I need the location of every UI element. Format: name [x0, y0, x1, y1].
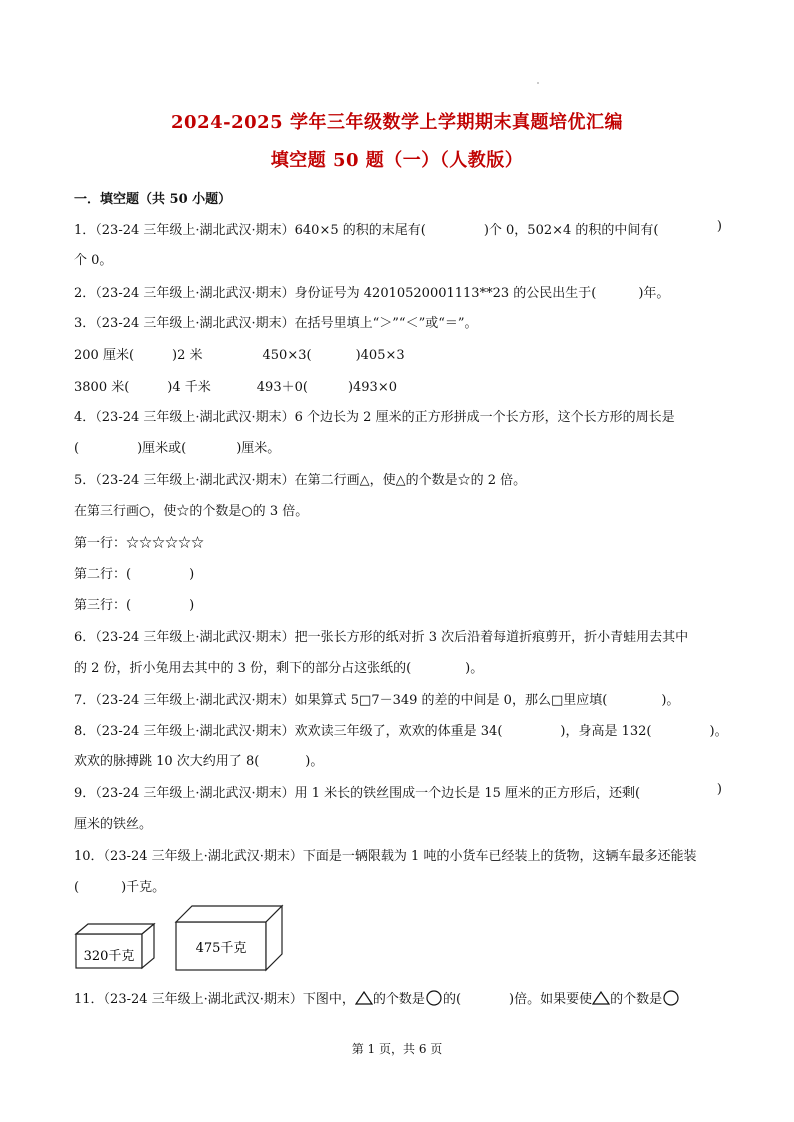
q1-text-b: )个 0，502×4 的积的中间有(: [483, 223, 659, 238]
q3-r2-a: 3800 米(: [74, 380, 130, 395]
q11-a: 11．（23-24 三年级上·湖北武汉·期末）下图中，: [74, 992, 355, 1007]
q11-c: 的(: [442, 992, 462, 1007]
q8-b: )，身高是 132(: [560, 724, 652, 739]
q5-row2-a: 第二行：(: [74, 567, 132, 582]
circle-icon: [662, 990, 680, 1006]
question-7: [74, 689, 679, 708]
question-2: [74, 282, 669, 301]
speck: [537, 82, 539, 84]
doc-title: 2024-2025 学年三年级数学上学期期末真题培优汇编: [171, 112, 623, 133]
q4-b: (: [74, 441, 80, 456]
q7-a: 7．（23-24 三年级上·湖北武汉·期末）如果算式 5□7－349 的差的中间是 0，那么□里应填(: [74, 693, 608, 708]
q5-row-2: [74, 563, 194, 582]
question-9: [74, 782, 722, 801]
page-footer: 第 1 页，共 6 页: [351, 1042, 443, 1056]
triangle-icon: [355, 991, 373, 1005]
q8-line-2: [74, 750, 323, 769]
q10-c: )千克。: [121, 880, 166, 895]
q5-row3-a: 第三行：(: [74, 598, 132, 613]
q10-line-2: [74, 876, 165, 895]
circle-icon: [425, 990, 443, 1006]
question-4: 4．（23-24 三年级上·湖北武汉·期末）6 个边长为 2 厘米的正方形拼成一个长方形，这个长方形的周长是: [74, 410, 675, 425]
box-weight-small: 320千克: [83, 949, 135, 964]
q4-d: )厘米。: [236, 441, 281, 456]
q10-b: (: [74, 880, 80, 895]
q3-r2-c: 493＋0(: [256, 380, 308, 395]
q1-text-a: 1．（23-24 三年级上·湖北武汉·期末）640×5 的积的末尾有(: [74, 223, 426, 238]
q11-b: 的个数是: [372, 992, 425, 1007]
triangle-icon: [592, 991, 610, 1005]
q5-row2-b: ): [189, 567, 195, 582]
q6-b: 的 2 份，折小兔用去其中的 3 份，剩下的部分占这张纸的(: [74, 661, 412, 676]
q4-c: )厘米或(: [137, 441, 187, 456]
q8-e: )。: [305, 754, 324, 769]
q11-d: )倍。如果要使: [509, 992, 593, 1007]
question-11: [74, 988, 680, 1007]
question-3: 3．（23-24 三年级上·湖北武汉·期末）在括号里填上“＞”“＜”或“＝”。: [74, 316, 478, 331]
q9-b: ): [716, 782, 722, 797]
question-5: 5．（23-24 三年级上·湖北武汉·期末）在第二行画△，使△的个数是☆的 2 倍。: [74, 473, 527, 488]
q4-line-2: [74, 437, 280, 456]
question-8: [74, 720, 728, 739]
q3-row-2: [74, 376, 397, 395]
question-6: 6．（23-24 三年级上·湖北武汉·期末）把一张长方形的纸对折 3 次后沿着每道折痕剪开，折小青蛙用去其中: [74, 630, 689, 645]
q2-text-b: )年。: [638, 286, 670, 301]
q3-r1-b: )2 米: [172, 348, 203, 363]
q9-line-2: 厘米的铁丝。: [74, 817, 153, 832]
q8-d: 欢欢的脉搏跳 10 次大约用了 8(: [74, 754, 260, 769]
q7-b: )。: [661, 693, 680, 708]
q6-line-2: [74, 657, 483, 676]
q1-paren-close: ): [716, 219, 722, 234]
q11-e: 的个数是: [610, 992, 663, 1007]
q5-row-3: [74, 594, 194, 613]
cargo-box-large: [176, 906, 282, 970]
question-1: [74, 219, 722, 238]
q5-line-2: 在第三行画○，使☆的个数是○的 3 倍。: [74, 504, 309, 519]
section-heading: 一．填空题（共 50 小题）: [74, 192, 232, 207]
box-weight-large: 475千克: [195, 941, 247, 956]
q8-c: )。: [709, 724, 728, 739]
question-10: 10．（23-24 三年级上·湖北武汉·期末）下面是一辆限载为 1 吨的小货车已经装上的货物，这辆车最多还能装: [74, 849, 697, 864]
q5-row-1: 第一行：☆☆☆☆☆☆: [74, 536, 205, 551]
q3-r2-d: )493×0: [347, 380, 397, 395]
q3-r1-a: 200 厘米(: [74, 348, 135, 363]
q3-r2-b: )4 千米: [167, 380, 211, 395]
q8-a: 8．（23-24 三年级上·湖北武汉·期末）欢欢读三年级了，欢欢的体重是 34(: [74, 724, 503, 739]
q1-line-2: 个 0。: [74, 253, 113, 268]
q3-row-1: [74, 344, 405, 363]
q6-c: )。: [465, 661, 484, 676]
q3-r1-c: 450×3(: [262, 348, 312, 363]
doc-subtitle: 填空题 50 题（一）（人教版）: [270, 150, 524, 171]
q3-r1-d: )405×3: [355, 348, 405, 363]
cargo-boxes-figure: [70, 900, 300, 980]
q9-a: 9．（23-24 三年级上·湖北武汉·期末）用 1 米长的铁丝围成一个边长是 15 厘米的正方形后，还剩(: [74, 786, 641, 801]
q5-row3-b: ): [189, 598, 195, 613]
q2-text-a: 2．（23-24 三年级上·湖北武汉·期末）身份证号为 42010520001113**23 的公民出生于(: [74, 286, 597, 301]
